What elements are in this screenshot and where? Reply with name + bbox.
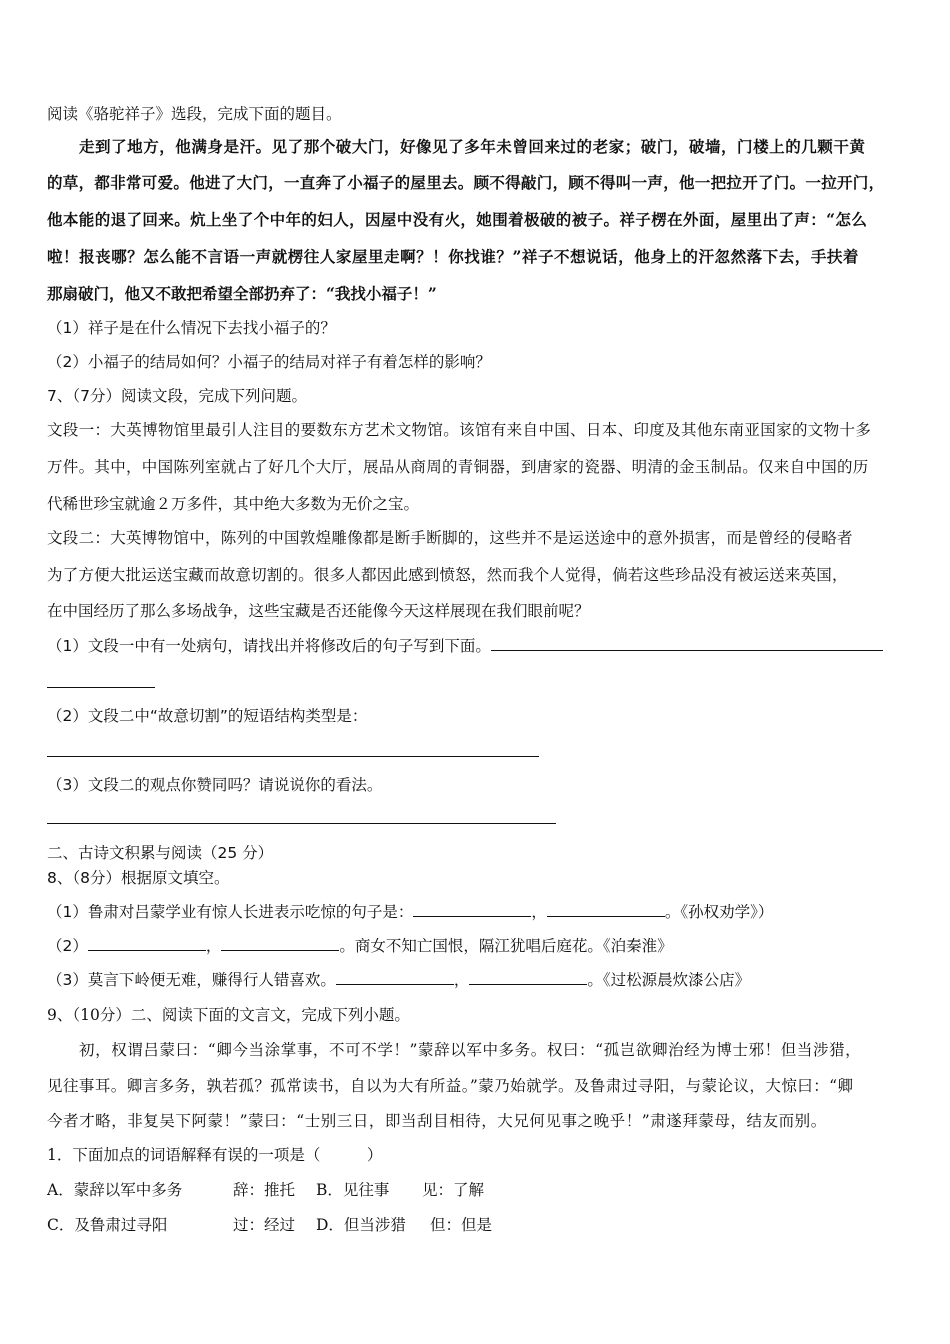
q9-option-c-gloss: 过：经过 <box>233 1216 296 1234</box>
q9-option-b-gloss: 见：了解 <box>422 1181 485 1199</box>
q7-sub3: （3）文段二的观点你赞同吗？请说说你的看法。 <box>47 776 383 794</box>
q7-para1-line-3: 代稀世珍宝就逾２万多件，其中绝大多数为无价之宝。 <box>47 495 420 513</box>
q7-para2-line-2: 为了方便大批运送宝藏而故意切割的。很多人都因此感到愤怒，然而我个人觉得，倘若这些珍品没有被运送来英国， <box>47 566 848 584</box>
q8-sub1-source: 。《孙权劝学》） <box>664 903 774 921</box>
q6-passage-line-1: 走到了地方，他满身是汗。见了那个破大门，好像见了多年未曾回来过的老家；破门，破墙，门楼上的几颗干黄 <box>79 137 866 156</box>
q7-sub1-text: （1）文段一中有一处病句，请找出并将修改后的句子写到下面。 <box>47 637 491 655</box>
q8-sub3-source: 。《过松源晨炊漆公店》 <box>587 971 751 989</box>
q6-sub2: （2）小福子的结局如何？小福子的结局对祥子有着怎样的影响？ <box>47 353 491 371</box>
q8-title: 8、（8分）根据原文填空。 <box>47 869 230 887</box>
q8-sub1-prompt: （1）鲁肃对吕蒙学业有惊人长进表示吃惊的句子是： <box>47 903 414 921</box>
q8-sub2-blank-2[interactable] <box>221 936 339 951</box>
q8-sub1-separator: ， <box>531 903 547 921</box>
q6-sub1: （1）祥子是在什么情况下去找小福子的？ <box>47 319 336 337</box>
q8-sub1-blank-1[interactable] <box>413 902 531 917</box>
q8-sub2-number: （2） <box>47 937 88 955</box>
q9-option-a-gloss: 辞：推托 <box>233 1181 296 1199</box>
q6-passage-line-4: 啦！报丧哪？怎么能不言语一声就楞往人家屋里走啊？！你找谁？”祥子不想说话，他身上的汗忽然落下去，手扶着 <box>47 247 859 266</box>
q6-passage-line-5: 那扇破门，他又不敢把希望全部扔弃了：“我找小福子！” <box>47 284 437 303</box>
q7-para2-line-1: 文段二：大英博物馆中，陈列的中国敦煌雕像都是断手断脚的，这些并不是运送途中的意外损害，而是曾经的侵略者 <box>47 529 853 547</box>
q9-question-1: 1．下面加点的词语解释有误的一项是（ ） <box>47 1146 383 1164</box>
q8-sub1-blank-2[interactable] <box>547 902 665 917</box>
q9-option-d: D．但当涉猎 <box>316 1216 406 1234</box>
q7-sub1-answer-blank[interactable] <box>491 636 883 651</box>
section2-title: 二、古诗文积累与阅读（25 分） <box>47 844 274 862</box>
q8-sub1 <box>47 902 773 922</box>
q8-sub3-separator: ， <box>453 971 470 989</box>
q7-sub2: （2）文段二中“故意切割”的短语结构类型是： <box>47 707 368 725</box>
q7-para2-line-3: 在中国经历了那么多场战争，这些宝藏是否还能像今天这样展现在我们眼前呢？ <box>47 602 590 620</box>
q8-sub3 <box>47 970 750 990</box>
q8-sub2-blank-1[interactable] <box>88 936 206 951</box>
q9-title: 9、（10分）二、阅读下面的文言文，完成下列小题。 <box>47 1006 410 1024</box>
q9-option-b: B．见往事 <box>316 1181 390 1199</box>
q9-option-a: A．蒙辞以军中多务 <box>47 1181 183 1199</box>
q9-option-d-gloss: 但：但是 <box>430 1216 493 1234</box>
q9-passage-line-1: 初，权谓吕蒙曰：“卿今当涂掌事，不可不学！”蒙辞以军中多务。权曰：“孤岂欲卿治经为博士邪！但当涉猎， <box>79 1041 862 1059</box>
q7-para1-line-2: 万件。其中，中国陈列室就占了好几个大厅，展品从商周的青铜器，到唐家的瓷器、明清的金玉制品。仅来自中国的历 <box>47 458 869 476</box>
q7-sub1-answer-line-2[interactable] <box>47 687 155 688</box>
q6-passage-line-3: 他本能的退了回来。炕上坐了个中年的妇人，因屋中没有火，她围着极破的被子。祥子楞在外面，屋里出了声：“怎么 <box>47 210 868 229</box>
q9-passage-line-3: 今者才略，非复吴下阿蒙！”蒙曰：“士别三日，即当刮目相待，大兄何见事之晚乎！”肃遂拜蒙母，结友而别。 <box>47 1112 827 1130</box>
q8-sub2 <box>47 936 673 956</box>
q7-sub1 <box>47 636 883 656</box>
q8-sub2-text: 。商女不知亡国恨，隔江犹唱后庭花。《泊秦淮》 <box>339 937 673 955</box>
q8-sub2-separator: ， <box>205 937 222 955</box>
q7-sub2-answer-line[interactable] <box>47 756 539 757</box>
q9-passage-line-2: 见往事耳。卿言多务，孰若孤？孤常读书，自以为大有所益。”蒙乃始就学。及鲁肃过寻阳，与蒙论议，大惊曰：“卿 <box>47 1077 854 1095</box>
q8-sub3-blank-1[interactable] <box>336 970 454 985</box>
q8-sub3-blank-2[interactable] <box>469 970 587 985</box>
q6-intro: 阅读《骆驼祥子》选段，完成下面的题目。 <box>47 105 342 123</box>
q7-para1-line-1: 文段一：大英博物馆里最引人注目的要数东方艺术文物馆。该馆有来自中国、日本、印度及其他东南亚国家的文物十多 <box>47 421 872 439</box>
q7-sub3-answer-line[interactable] <box>47 823 556 824</box>
q6-passage-line-2: 的草，都非常可爱。他进了大门，一直奔了小福子的屋里去。顾不得敲门，顾不得叫一声，他一把拉开了门。一拉开门， <box>47 173 885 192</box>
q9-option-c: C．及鲁肃过寻阳 <box>47 1216 168 1234</box>
q7-title: 7、（7分）阅读文段，完成下列问题。 <box>47 387 307 405</box>
q8-sub3-prompt: （3）莫言下岭便无难，赚得行人错喜欢。 <box>47 971 336 989</box>
